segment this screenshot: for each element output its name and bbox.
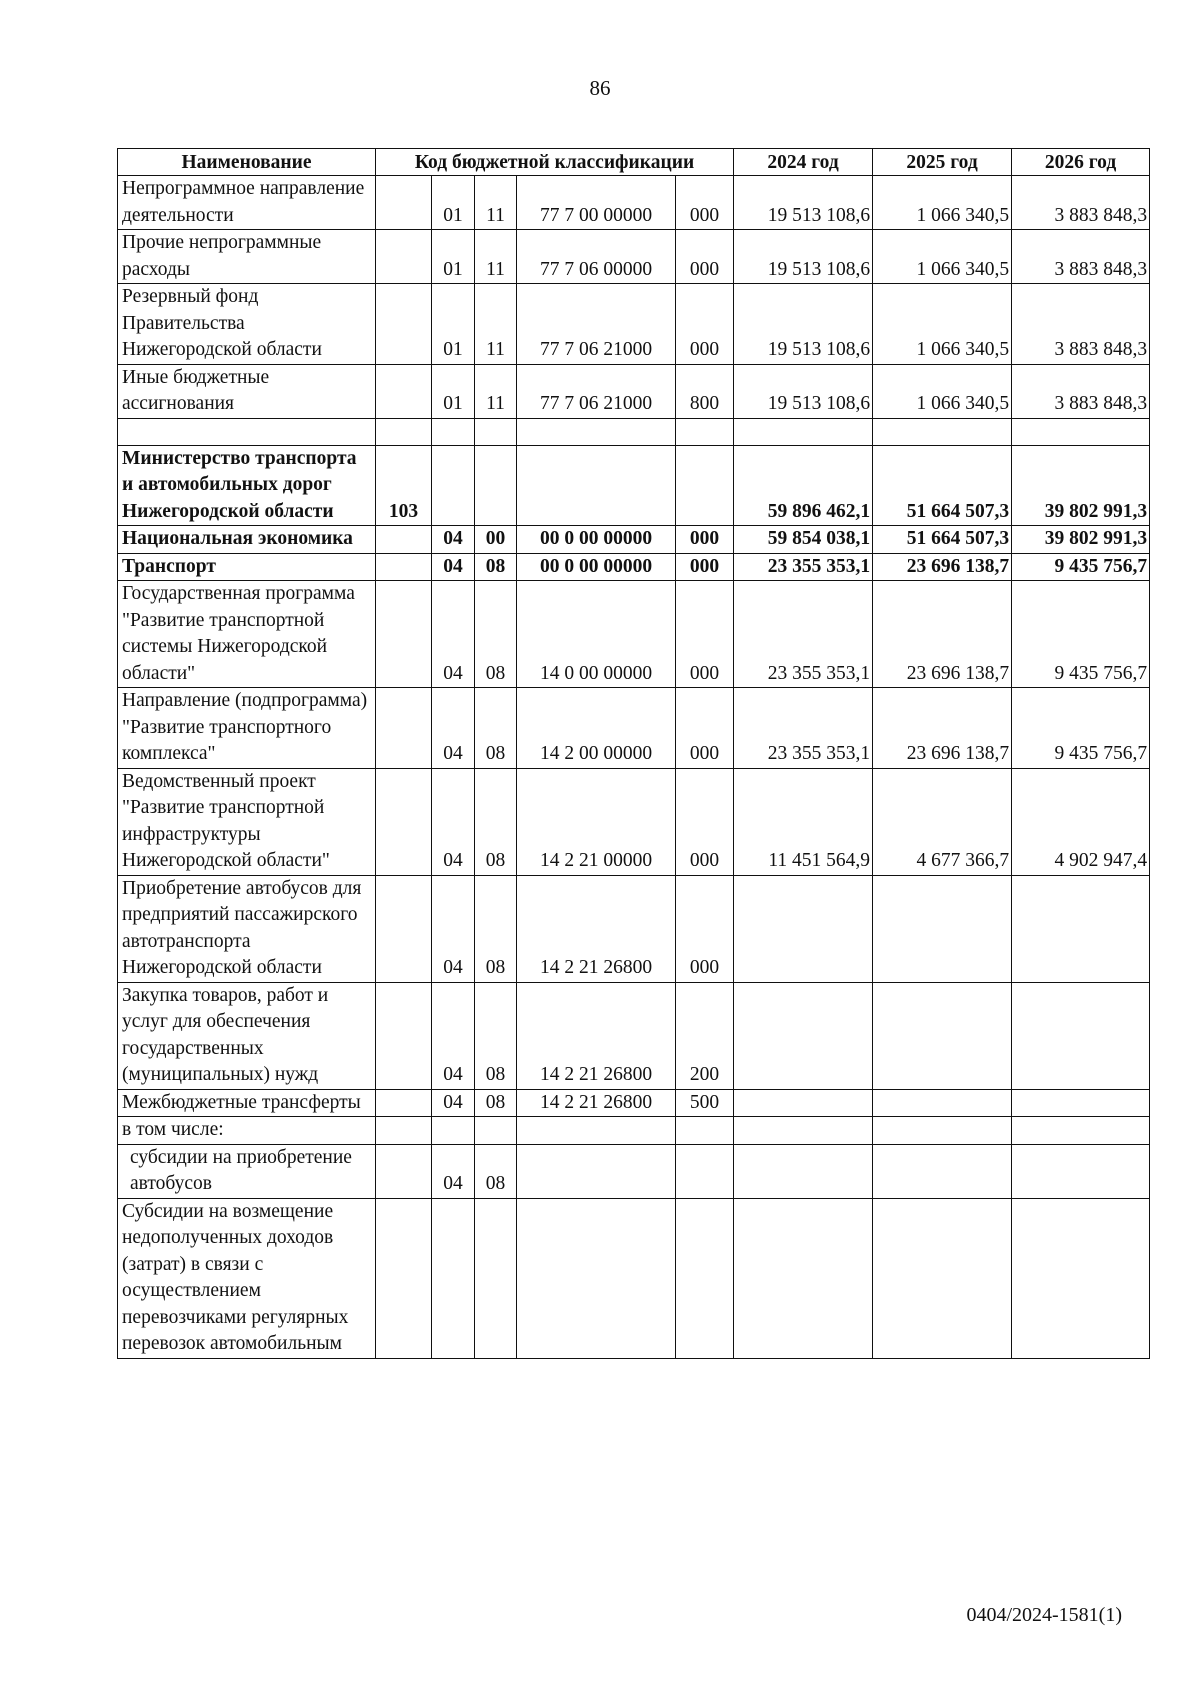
cell-glava: 103 bbox=[376, 445, 432, 526]
table-row bbox=[118, 875, 1150, 982]
cell-razdel bbox=[432, 1117, 475, 1145]
cell-podrazdel: 08 bbox=[475, 768, 517, 875]
cell-tselevaya-statya: 14 2 00 00000 bbox=[517, 688, 676, 769]
cell-name: Резервный фонд Правительства Нижегородской области bbox=[118, 284, 376, 365]
cell-tselevaya-statya: 77 7 00 00000 bbox=[517, 176, 676, 230]
cell-tselevaya-statya: 14 2 21 00000 bbox=[517, 768, 676, 875]
cell-glava bbox=[376, 553, 432, 581]
cell-name: Направление (подпрограмма) "Развитие транспортного комплекса" bbox=[118, 688, 376, 769]
cell-2026 bbox=[1012, 1144, 1150, 1198]
cell-glava bbox=[376, 418, 432, 445]
cell-tselevaya-statya bbox=[517, 445, 676, 526]
cell-2024: 19 513 108,6 bbox=[734, 230, 873, 284]
cell-2024: 19 513 108,6 bbox=[734, 176, 873, 230]
header-code: Код бюджетной классификации bbox=[376, 149, 734, 176]
cell-tselevaya-statya: 77 7 06 21000 bbox=[517, 364, 676, 418]
cell-vid-raskhodov: 500 bbox=[676, 1089, 734, 1117]
cell-vid-raskhodov: 800 bbox=[676, 364, 734, 418]
cell-tselevaya-statya: 14 0 00 00000 bbox=[517, 581, 676, 688]
cell-2026: 4 902 947,4 bbox=[1012, 768, 1150, 875]
cell-glava bbox=[376, 364, 432, 418]
cell-vid-raskhodov: 000 bbox=[676, 284, 734, 365]
cell-2026 bbox=[1012, 875, 1150, 982]
cell-podrazdel: 08 bbox=[475, 553, 517, 581]
cell-razdel: 04 bbox=[432, 553, 475, 581]
cell-podrazdel: 11 bbox=[475, 230, 517, 284]
cell-glava bbox=[376, 176, 432, 230]
cell-2024 bbox=[734, 1089, 873, 1117]
table-row bbox=[118, 526, 1150, 554]
cell-vid-raskhodov: 000 bbox=[676, 553, 734, 581]
cell-vid-raskhodov: 000 bbox=[676, 176, 734, 230]
cell-glava bbox=[376, 1089, 432, 1117]
cell-2024: 23 355 353,1 bbox=[734, 581, 873, 688]
document-code: 0404/2024-1581(1) bbox=[966, 1604, 1122, 1626]
cell-2026 bbox=[1012, 1089, 1150, 1117]
cell-2026: 3 883 848,3 bbox=[1012, 284, 1150, 365]
cell-2024: 23 355 353,1 bbox=[734, 553, 873, 581]
cell-tselevaya-statya: 14 2 21 26800 bbox=[517, 875, 676, 982]
cell-podrazdel: 11 bbox=[475, 176, 517, 230]
cell-2024 bbox=[734, 1198, 873, 1358]
cell-2025: 1 066 340,5 bbox=[873, 284, 1012, 365]
cell-2025 bbox=[873, 1089, 1012, 1117]
cell-vid-raskhodov: 000 bbox=[676, 688, 734, 769]
cell-name: субсидии на приобретение автобусов bbox=[118, 1144, 376, 1198]
table-row bbox=[118, 418, 1150, 445]
cell-vid-raskhodov bbox=[676, 1117, 734, 1145]
cell-glava bbox=[376, 1117, 432, 1145]
cell-tselevaya-statya: 14 2 21 26800 bbox=[517, 982, 676, 1089]
cell-2024 bbox=[734, 1144, 873, 1198]
cell-podrazdel bbox=[475, 1117, 517, 1145]
cell-2024: 19 513 108,6 bbox=[734, 284, 873, 365]
cell-2026: 9 435 756,7 bbox=[1012, 688, 1150, 769]
cell-tselevaya-statya bbox=[517, 1198, 676, 1358]
table-row bbox=[118, 688, 1150, 769]
cell-2026: 39 802 991,3 bbox=[1012, 526, 1150, 554]
cell-glava bbox=[376, 581, 432, 688]
cell-2026: 9 435 756,7 bbox=[1012, 553, 1150, 581]
cell-2025: 23 696 138,7 bbox=[873, 581, 1012, 688]
table-row bbox=[118, 581, 1150, 688]
cell-2025: 23 696 138,7 bbox=[873, 688, 1012, 769]
cell-2024 bbox=[734, 875, 873, 982]
cell-glava bbox=[376, 982, 432, 1089]
header-2025: 2025 год bbox=[873, 149, 1012, 176]
cell-glava bbox=[376, 1144, 432, 1198]
cell-vid-raskhodov: 000 bbox=[676, 230, 734, 284]
cell-razdel bbox=[432, 1198, 475, 1358]
cell-podrazdel: 08 bbox=[475, 875, 517, 982]
table-row bbox=[118, 1198, 1150, 1358]
cell-podrazdel: 08 bbox=[475, 581, 517, 688]
cell-tselevaya-statya bbox=[517, 1144, 676, 1198]
cell-2025 bbox=[873, 982, 1012, 1089]
cell-vid-raskhodov: 000 bbox=[676, 768, 734, 875]
cell-glava bbox=[376, 688, 432, 769]
budget-table bbox=[117, 148, 1150, 1359]
table-row bbox=[118, 364, 1150, 418]
cell-2024: 59 896 462,1 bbox=[734, 445, 873, 526]
cell-razdel: 04 bbox=[432, 768, 475, 875]
cell-podrazdel bbox=[475, 418, 517, 445]
cell-2025: 1 066 340,5 bbox=[873, 230, 1012, 284]
page-number: 86 bbox=[589, 76, 611, 100]
cell-2026 bbox=[1012, 982, 1150, 1089]
cell-podrazdel bbox=[475, 1198, 517, 1358]
cell-glava bbox=[376, 875, 432, 982]
cell-name: Непрограммное направление деятельности bbox=[118, 176, 376, 230]
cell-2025: 4 677 366,7 bbox=[873, 768, 1012, 875]
cell-vid-raskhodov: 000 bbox=[676, 875, 734, 982]
cell-2024: 23 355 353,1 bbox=[734, 688, 873, 769]
cell-2026 bbox=[1012, 1117, 1150, 1145]
cell-vid-raskhodov bbox=[676, 418, 734, 445]
cell-podrazdel: 08 bbox=[475, 1144, 517, 1198]
table-row bbox=[118, 553, 1150, 581]
cell-razdel bbox=[432, 418, 475, 445]
cell-glava bbox=[376, 1198, 432, 1358]
table-row bbox=[118, 1117, 1150, 1145]
cell-razdel: 01 bbox=[432, 176, 475, 230]
cell-2024: 11 451 564,9 bbox=[734, 768, 873, 875]
cell-2026: 3 883 848,3 bbox=[1012, 364, 1150, 418]
table-row bbox=[118, 230, 1150, 284]
cell-name: Межбюджетные трансферты bbox=[118, 1089, 376, 1117]
table-row bbox=[118, 1089, 1150, 1117]
cell-tselevaya-statya bbox=[517, 1117, 676, 1145]
cell-podrazdel: 08 bbox=[475, 688, 517, 769]
cell-2024: 59 854 038,1 bbox=[734, 526, 873, 554]
cell-razdel: 01 bbox=[432, 284, 475, 365]
table-row bbox=[118, 1144, 1150, 1198]
cell-podrazdel: 08 bbox=[475, 982, 517, 1089]
cell-2025: 1 066 340,5 bbox=[873, 176, 1012, 230]
table-row bbox=[118, 284, 1150, 365]
table-row bbox=[118, 445, 1150, 526]
cell-vid-raskhodov: 200 bbox=[676, 982, 734, 1089]
cell-razdel bbox=[432, 445, 475, 526]
cell-razdel: 04 bbox=[432, 526, 475, 554]
cell-name: Субсидии на возмещение недополученных доходов (затрат) в связи с осуществлением перевозчиками регулярных перевозок автомобильным bbox=[118, 1198, 376, 1358]
cell-2024 bbox=[734, 1117, 873, 1145]
cell-2026: 9 435 756,7 bbox=[1012, 581, 1150, 688]
cell-razdel: 04 bbox=[432, 581, 475, 688]
cell-podrazdel: 11 bbox=[475, 284, 517, 365]
cell-name: Министерство транспорта и автомобильных дорог Нижегородской области bbox=[118, 445, 376, 526]
cell-name: Национальная экономика bbox=[118, 526, 376, 554]
table-header bbox=[118, 149, 1150, 176]
header-2026: 2026 год bbox=[1012, 149, 1150, 176]
cell-razdel: 04 bbox=[432, 875, 475, 982]
cell-2025 bbox=[873, 1144, 1012, 1198]
cell-2024 bbox=[734, 418, 873, 445]
cell-podrazdel: 00 bbox=[475, 526, 517, 554]
table-row bbox=[118, 176, 1150, 230]
cell-tselevaya-statya: 14 2 21 26800 bbox=[517, 1089, 676, 1117]
cell-2026: 39 802 991,3 bbox=[1012, 445, 1150, 526]
cell-2025 bbox=[873, 1117, 1012, 1145]
cell-podrazdel bbox=[475, 445, 517, 526]
cell-name: Иные бюджетные ассигнования bbox=[118, 364, 376, 418]
cell-glava bbox=[376, 284, 432, 365]
cell-vid-raskhodov: 000 bbox=[676, 581, 734, 688]
cell-razdel: 04 bbox=[432, 688, 475, 769]
cell-razdel: 04 bbox=[432, 1144, 475, 1198]
cell-glava bbox=[376, 526, 432, 554]
cell-vid-raskhodov: 000 bbox=[676, 526, 734, 554]
cell-razdel: 01 bbox=[432, 364, 475, 418]
cell-2024 bbox=[734, 982, 873, 1089]
cell-vid-raskhodov bbox=[676, 1198, 734, 1358]
cell-2026: 3 883 848,3 bbox=[1012, 230, 1150, 284]
table-row bbox=[118, 768, 1150, 875]
cell-2025 bbox=[873, 875, 1012, 982]
cell-2025: 51 664 507,3 bbox=[873, 526, 1012, 554]
header-2024: 2024 год bbox=[734, 149, 873, 176]
cell-name: Государственная программа "Развитие транспортной системы Нижегородской области" bbox=[118, 581, 376, 688]
cell-2024: 19 513 108,6 bbox=[734, 364, 873, 418]
cell-name: Прочие непрограммные расходы bbox=[118, 230, 376, 284]
cell-vid-raskhodov bbox=[676, 445, 734, 526]
cell-tselevaya-statya bbox=[517, 418, 676, 445]
cell-tselevaya-statya: 00 0 00 00000 bbox=[517, 553, 676, 581]
cell-name: Закупка товаров, работ и услуг для обеспечения государственных (муниципальных) нужд bbox=[118, 982, 376, 1089]
cell-2026 bbox=[1012, 1198, 1150, 1358]
cell-podrazdel: 11 bbox=[475, 364, 517, 418]
cell-2025 bbox=[873, 1198, 1012, 1358]
cell-2026: 3 883 848,3 bbox=[1012, 176, 1150, 230]
cell-name: Приобретение автобусов для предприятий пассажирского автотранспорта Нижегородской области bbox=[118, 875, 376, 982]
cell-name bbox=[118, 418, 376, 445]
cell-2025 bbox=[873, 418, 1012, 445]
table-row bbox=[118, 982, 1150, 1089]
cell-glava bbox=[376, 768, 432, 875]
table-body bbox=[118, 176, 1150, 1359]
cell-name: Транспорт bbox=[118, 553, 376, 581]
cell-name: Ведомственный проект "Развитие транспортной инфраструктуры Нижегородской области" bbox=[118, 768, 376, 875]
cell-razdel: 01 bbox=[432, 230, 475, 284]
cell-vid-raskhodov bbox=[676, 1144, 734, 1198]
header-name: Наименование bbox=[118, 149, 376, 176]
cell-2025: 51 664 507,3 bbox=[873, 445, 1012, 526]
cell-name: в том числе: bbox=[118, 1117, 376, 1145]
cell-glava bbox=[376, 230, 432, 284]
cell-razdel: 04 bbox=[432, 1089, 475, 1117]
cell-razdel: 04 bbox=[432, 982, 475, 1089]
cell-tselevaya-statya: 00 0 00 00000 bbox=[517, 526, 676, 554]
cell-2025: 1 066 340,5 bbox=[873, 364, 1012, 418]
cell-tselevaya-statya: 77 7 06 21000 bbox=[517, 284, 676, 365]
cell-tselevaya-statya: 77 7 06 00000 bbox=[517, 230, 676, 284]
cell-2026 bbox=[1012, 418, 1150, 445]
cell-2025: 23 696 138,7 bbox=[873, 553, 1012, 581]
cell-podrazdel: 08 bbox=[475, 1089, 517, 1117]
